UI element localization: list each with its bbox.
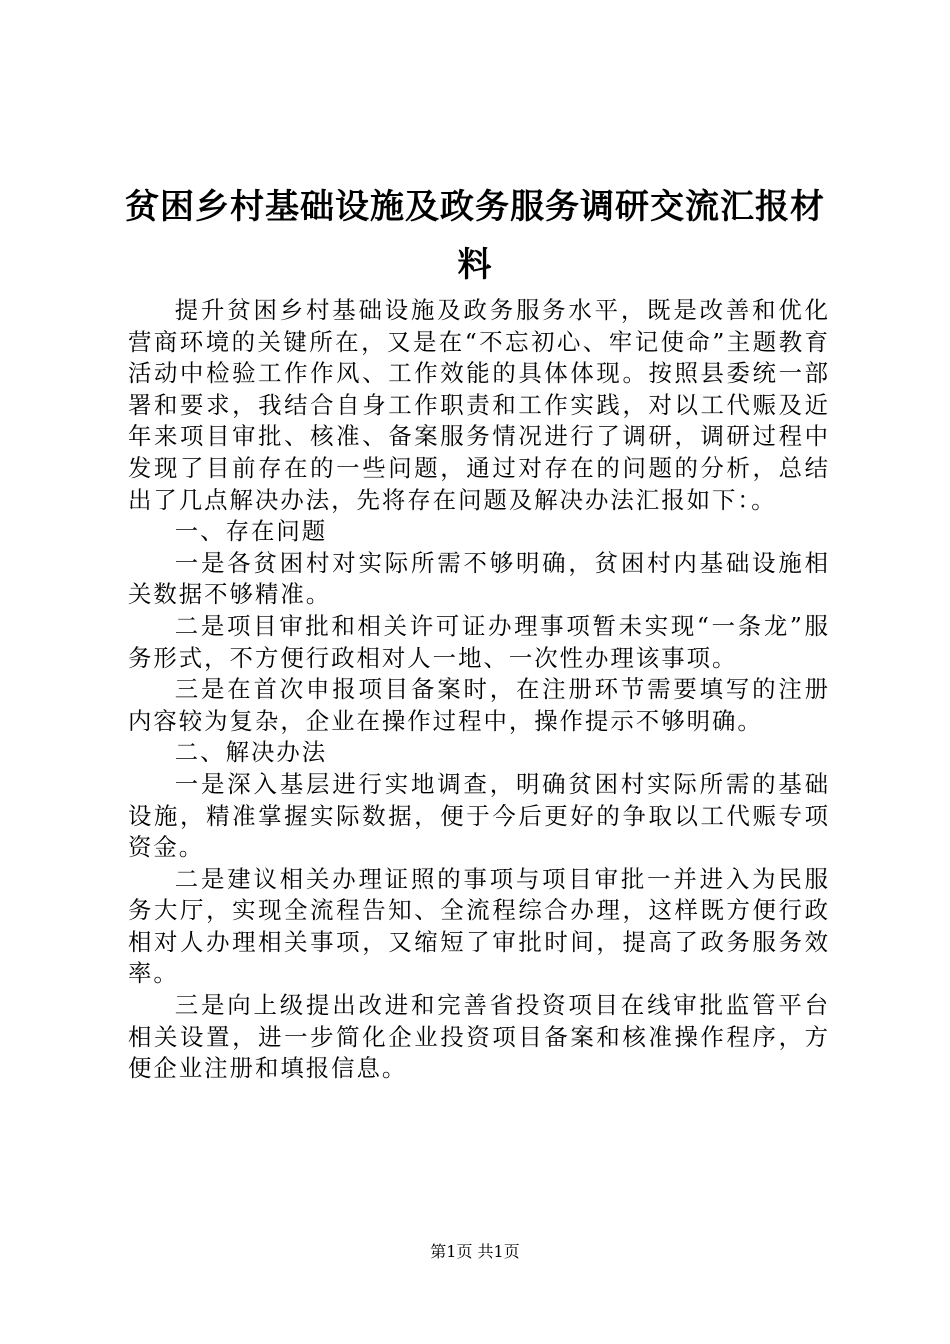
problem-item-1: 一是各贫困村对实际所需不够明确，贫困村内基础设施相关数据不够精准。 <box>128 548 830 609</box>
page-number-footer: 第1页 共1页 <box>430 1242 520 1261</box>
solution-item-1: 一是深入基层进行实地调查，明确贫困村实际所需的基础设施，精准掌握实际数据，便于今后更好的争取以工代赈专项资金。 <box>128 769 830 862</box>
section-heading-solutions: 二、解决办法 <box>174 738 328 767</box>
document-body <box>128 295 830 1085</box>
intro-paragraph: 提升贫困乡村基础设施及政务服务水平，既是改善和优化营商环境的关键所在，又是在“不忘初心、牢记使命”主题教育活动中检验工作作风、工作效能的具体体现。按照县委统一部署和要求，我结合自身工作职责和工作实践，对以工代赈及近年来项目审批、核准、备案服务情况进行了调研，调研过程中发现了目前存在的一些问题，通过对存在的问题的分析，总结出了几点解决办法，先将存在问题及解决办法汇报如下：。 <box>128 296 830 514</box>
problem-item-2: 二是项目审批和相关许可证办理事项暂未实现“一条龙”服务形式，不方便行政相对人一地、一次性办理该事项。 <box>128 611 830 672</box>
solution-item-3: 三是向上级提出改进和完善省投资项目在线审批监管平台相关设置，进一步简化企业投资项目备案和核准操作程序，方便企业注册和填报信息。 <box>128 991 830 1083</box>
document-title: 贫困乡村基础设施及政务服务调研交流汇报材料 <box>125 187 825 285</box>
problem-item-3: 三是在首次申报项目备案时，在注册环节需要填写的注册内容较为复杂，企业在操作过程中，操作提示不够明确。 <box>128 675 830 735</box>
solution-item-2: 二是建议相关办理证照的事项与项目审批一并进入为民服务大厅，实现全流程告知、全流程综合办理，这样既方便行政相对人办理相关事项，又缩短了审批时间，提高了政务服务效率。 <box>128 864 830 988</box>
section-heading-problems: 一、存在问题 <box>174 517 328 546</box>
